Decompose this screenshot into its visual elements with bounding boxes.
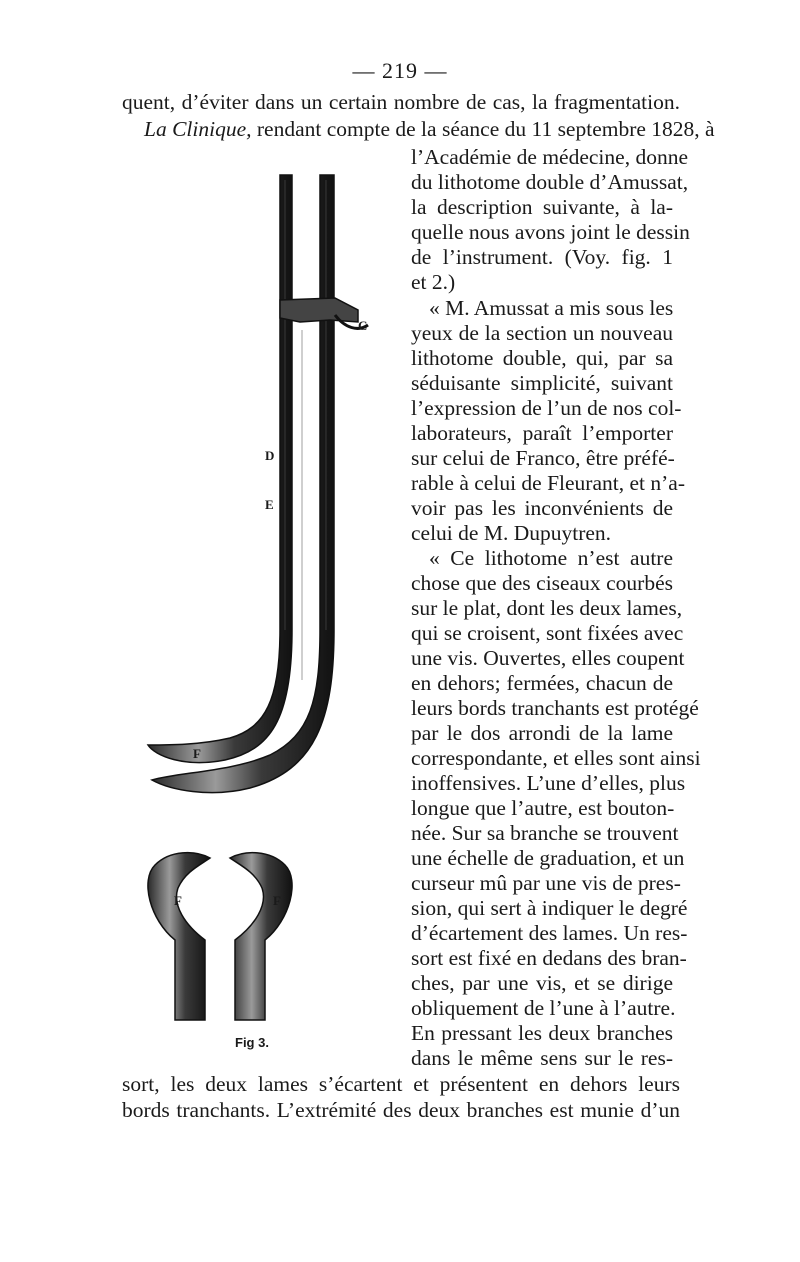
text-line: de l’instrument. (Voy. fig. 1: [411, 245, 673, 269]
text-line: obliquement de l’une à l’autre.: [411, 996, 676, 1020]
text-line: qui se croisent, sont fixées avec: [411, 621, 684, 645]
text-line: sur le plat, dont les deux lames,: [411, 596, 683, 620]
lithotome-illustration: [130, 160, 400, 1060]
text-line: « M. Amussat a mis sous les: [429, 296, 674, 320]
text-line: quent, d’éviter dans un certain nombre de cas, la fragmentation.: [122, 90, 680, 114]
text-line: du lithotome double d’Amussat,: [411, 170, 689, 194]
figure-label-e: E: [265, 497, 274, 512]
text-line: l’Académie de médecine, donne: [411, 145, 688, 169]
text-line: correspondante, et elles sont ainsi: [411, 746, 701, 770]
text-line: la description suivante, à la-: [411, 195, 673, 219]
page-number: — 219 —: [352, 58, 448, 83]
figure-label-f: F: [193, 746, 201, 761]
figure-caption: Fig 3.: [235, 1035, 269, 1050]
lithotome-branch-inner: [152, 175, 334, 793]
blade-tip-left: [148, 853, 210, 1020]
figure-label-f-right: F: [273, 893, 281, 908]
text-line: lithotome double, qui, par sa: [411, 346, 673, 370]
text-line: dans le même sens sur le res-: [411, 1046, 673, 1070]
text-line: par le dos arrondi de la lame: [411, 721, 673, 745]
text-line: une vis. Ouvertes, elles coupent: [411, 646, 685, 670]
text-line: leurs bords tranchants est protégé: [411, 696, 699, 720]
text-line: l’expression de l’un de nos col-: [411, 396, 682, 420]
text-line: d’écartement des lames. Un res-: [411, 921, 688, 945]
text-line-rest: rendant compte de la séance du 11 septembre 1828, à: [256, 117, 715, 141]
blade-tip-right: [230, 853, 292, 1020]
text-line: sort, les deux lames s’écartent et présentent en dehors leurs: [122, 1072, 680, 1096]
figure-label-c: C: [358, 318, 368, 333]
text-line: sur celui de Franco, être préfé-: [411, 446, 675, 470]
graduation-cursor: [280, 298, 358, 322]
journal-title: La Clinique,: [144, 117, 252, 141]
figure-label-f-left: F: [174, 893, 182, 908]
text-line: inoffensives. L’une d’elles, plus: [411, 771, 686, 795]
text-line: une échelle de graduation, et un: [411, 846, 685, 870]
text-line: [144, 117, 715, 142]
text-line: quelle nous avons joint le dessin: [411, 220, 690, 244]
text-line: longue que l’autre, est bouton-: [411, 796, 675, 820]
figure-label-d: D: [265, 448, 275, 463]
text-line: laborateurs, paraît l’emporter: [411, 421, 673, 445]
text-line: rable à celui de Fleurant, et n’a-: [411, 471, 685, 495]
text-line: bords tranchants. L’extrémité des deux branches est munie d’un: [122, 1098, 680, 1122]
text-line: curseur mû par une vis de pres-: [411, 871, 681, 895]
text-line: voir pas les inconvénients de: [411, 496, 673, 520]
text-line: « Ce lithotome n’est autre: [429, 546, 673, 570]
text-line: celui de M. Dupuytren.: [411, 521, 612, 545]
text-line: en dehors; fermées, chacun de: [411, 671, 673, 695]
text-line: sort est fixé en dedans des bran-: [411, 946, 687, 970]
text-line: ches, par une vis, et se dirige: [411, 971, 673, 995]
text-line: séduisante simplicité, suivant: [411, 371, 673, 395]
text-line: En pressant les deux branches: [411, 1021, 673, 1045]
lithotome-branch-outer: [148, 175, 292, 763]
text-line: yeux de la section un nouveau: [411, 321, 673, 345]
text-line: sion, qui sert à indiquer le degré: [411, 896, 688, 920]
text-line: et 2.): [411, 270, 456, 294]
text-line: chose que des ciseaux courbés: [411, 571, 673, 595]
text-line: née. Sur sa branche se trouvent: [411, 821, 679, 845]
